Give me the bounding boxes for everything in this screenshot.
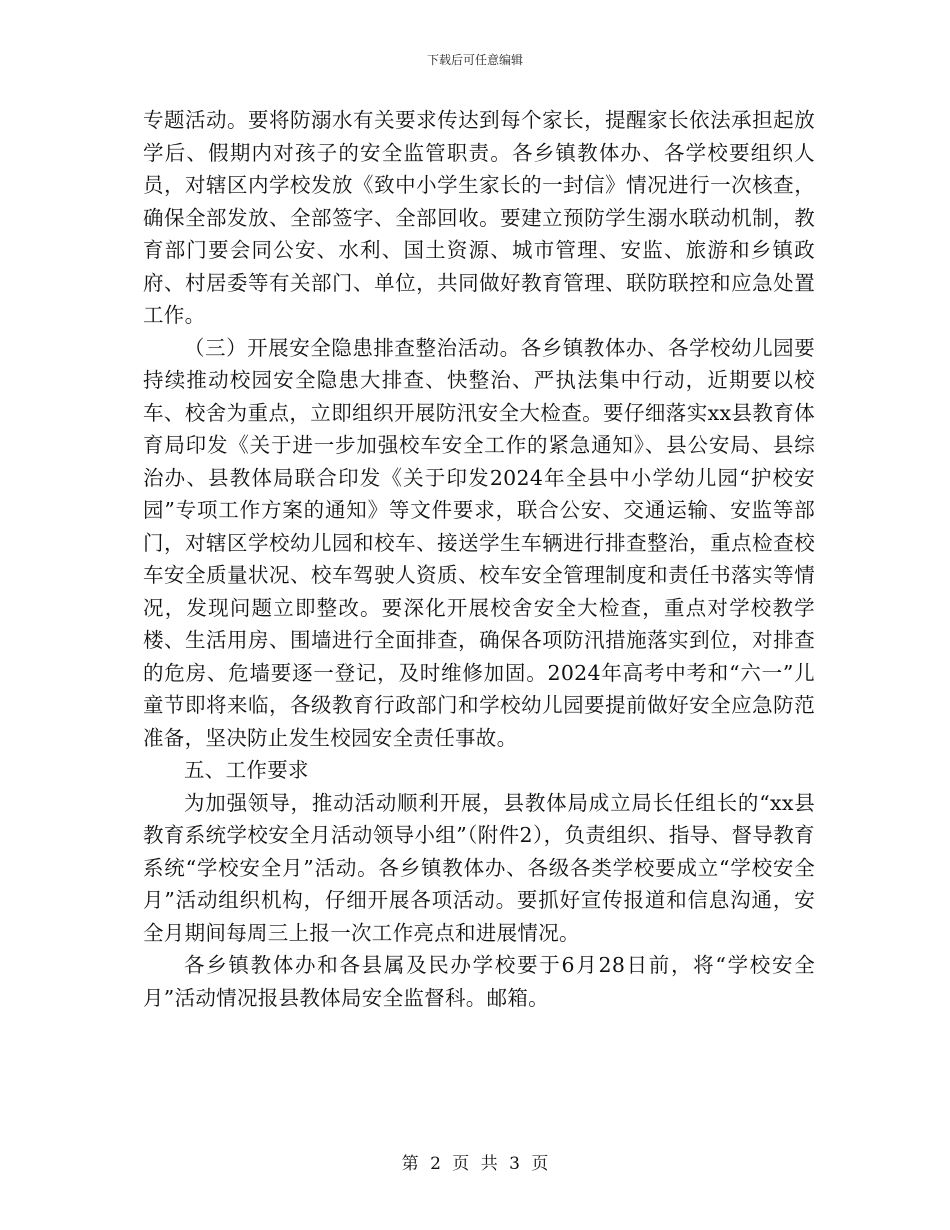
document-body <box>143 104 815 1014</box>
paragraph-leadership: 为加强领导，推动活动顺利开展，县教体局成立局长任组长的“xx县教育系统学校安全月活动领导小组”（附件2），负责组织、指导、督导教育系统“学校安全月”活动。各乡镇教体办、各级各类学校要成立“学校安全月”活动组织机构，仔细开展各项活动。要抓好宣传报道和信息沟通，安全月期间每周三上报一次工作亮点和进展情况。 <box>143 790 815 945</box>
section-heading-work-requirements: 五、工作要求 <box>184 758 309 782</box>
paragraph-water-safety: 专题活动。要将防溺水有关要求传达到每个家长，提醒家长依法承担起放学后、假期内对孩子的安全监管职责。各乡镇教体办、各学校要组织人员，对辖区内学校发放《致中小学生家长的一封信》情况进行一次核查，确保全部发放、全部签字、全部回收。要建立预防学生溺水联动机制，教育部门要会同公安、水利、国土资源、城市管理、安监、旅游和乡镇政府、村居委等有关部门、单位，共同做好教育管理、联防联控和应急处置工作。 <box>143 108 815 327</box>
paragraph-reporting-deadline: 各乡镇教体办和各县属及民办学校要于6月28日前，将“学校安全月”活动情况报县教体局安全监督科。邮箱。 <box>143 953 815 1010</box>
page-header: 下载后可任意编辑 <box>426 53 523 67</box>
paragraph-hazard-inspection: （三）开展安全隐患排查整治活动。各乡镇教体办、各学校幼儿园要持续推动校园安全隐患大排查、快整治、严执法集中行动，近期要以校车、校舍为重点，立即组织开展防汛安全大检查。要仔细落实xx县教育体育局印发《关于进一步加强校车安全工作的紧急通知》、县公安局、县综治办、县教体局联合印发《关于印发2024年全县中小学幼儿园“护校安园”专项工作方案的通知》等文件要求，联合公安、交通运输、安监等部门，对辖区学校幼儿园和校车、接送学生车辆进行排查整治，重点检查校车安全质量状况、校车驾驶人资质、校车安全管理制度和责任书落实等情况，发现问题立即整改。要深化开展校舍安全大检查，重点对学校教学楼、生活用房、围墙进行全面排查，确保各项防汛措施落实到位，对排查的危房、危墙要逐一登记，及时维修加固。2024年高考中考和“六一”儿童节即将来临，各级教育行政部门和学校幼儿园要提前做好安全应急防范准备，坚决防止发生校园安全责任事故。 <box>143 335 815 750</box>
page-number-footer: 第 2 页 共 3 页 <box>401 1154 549 1174</box>
